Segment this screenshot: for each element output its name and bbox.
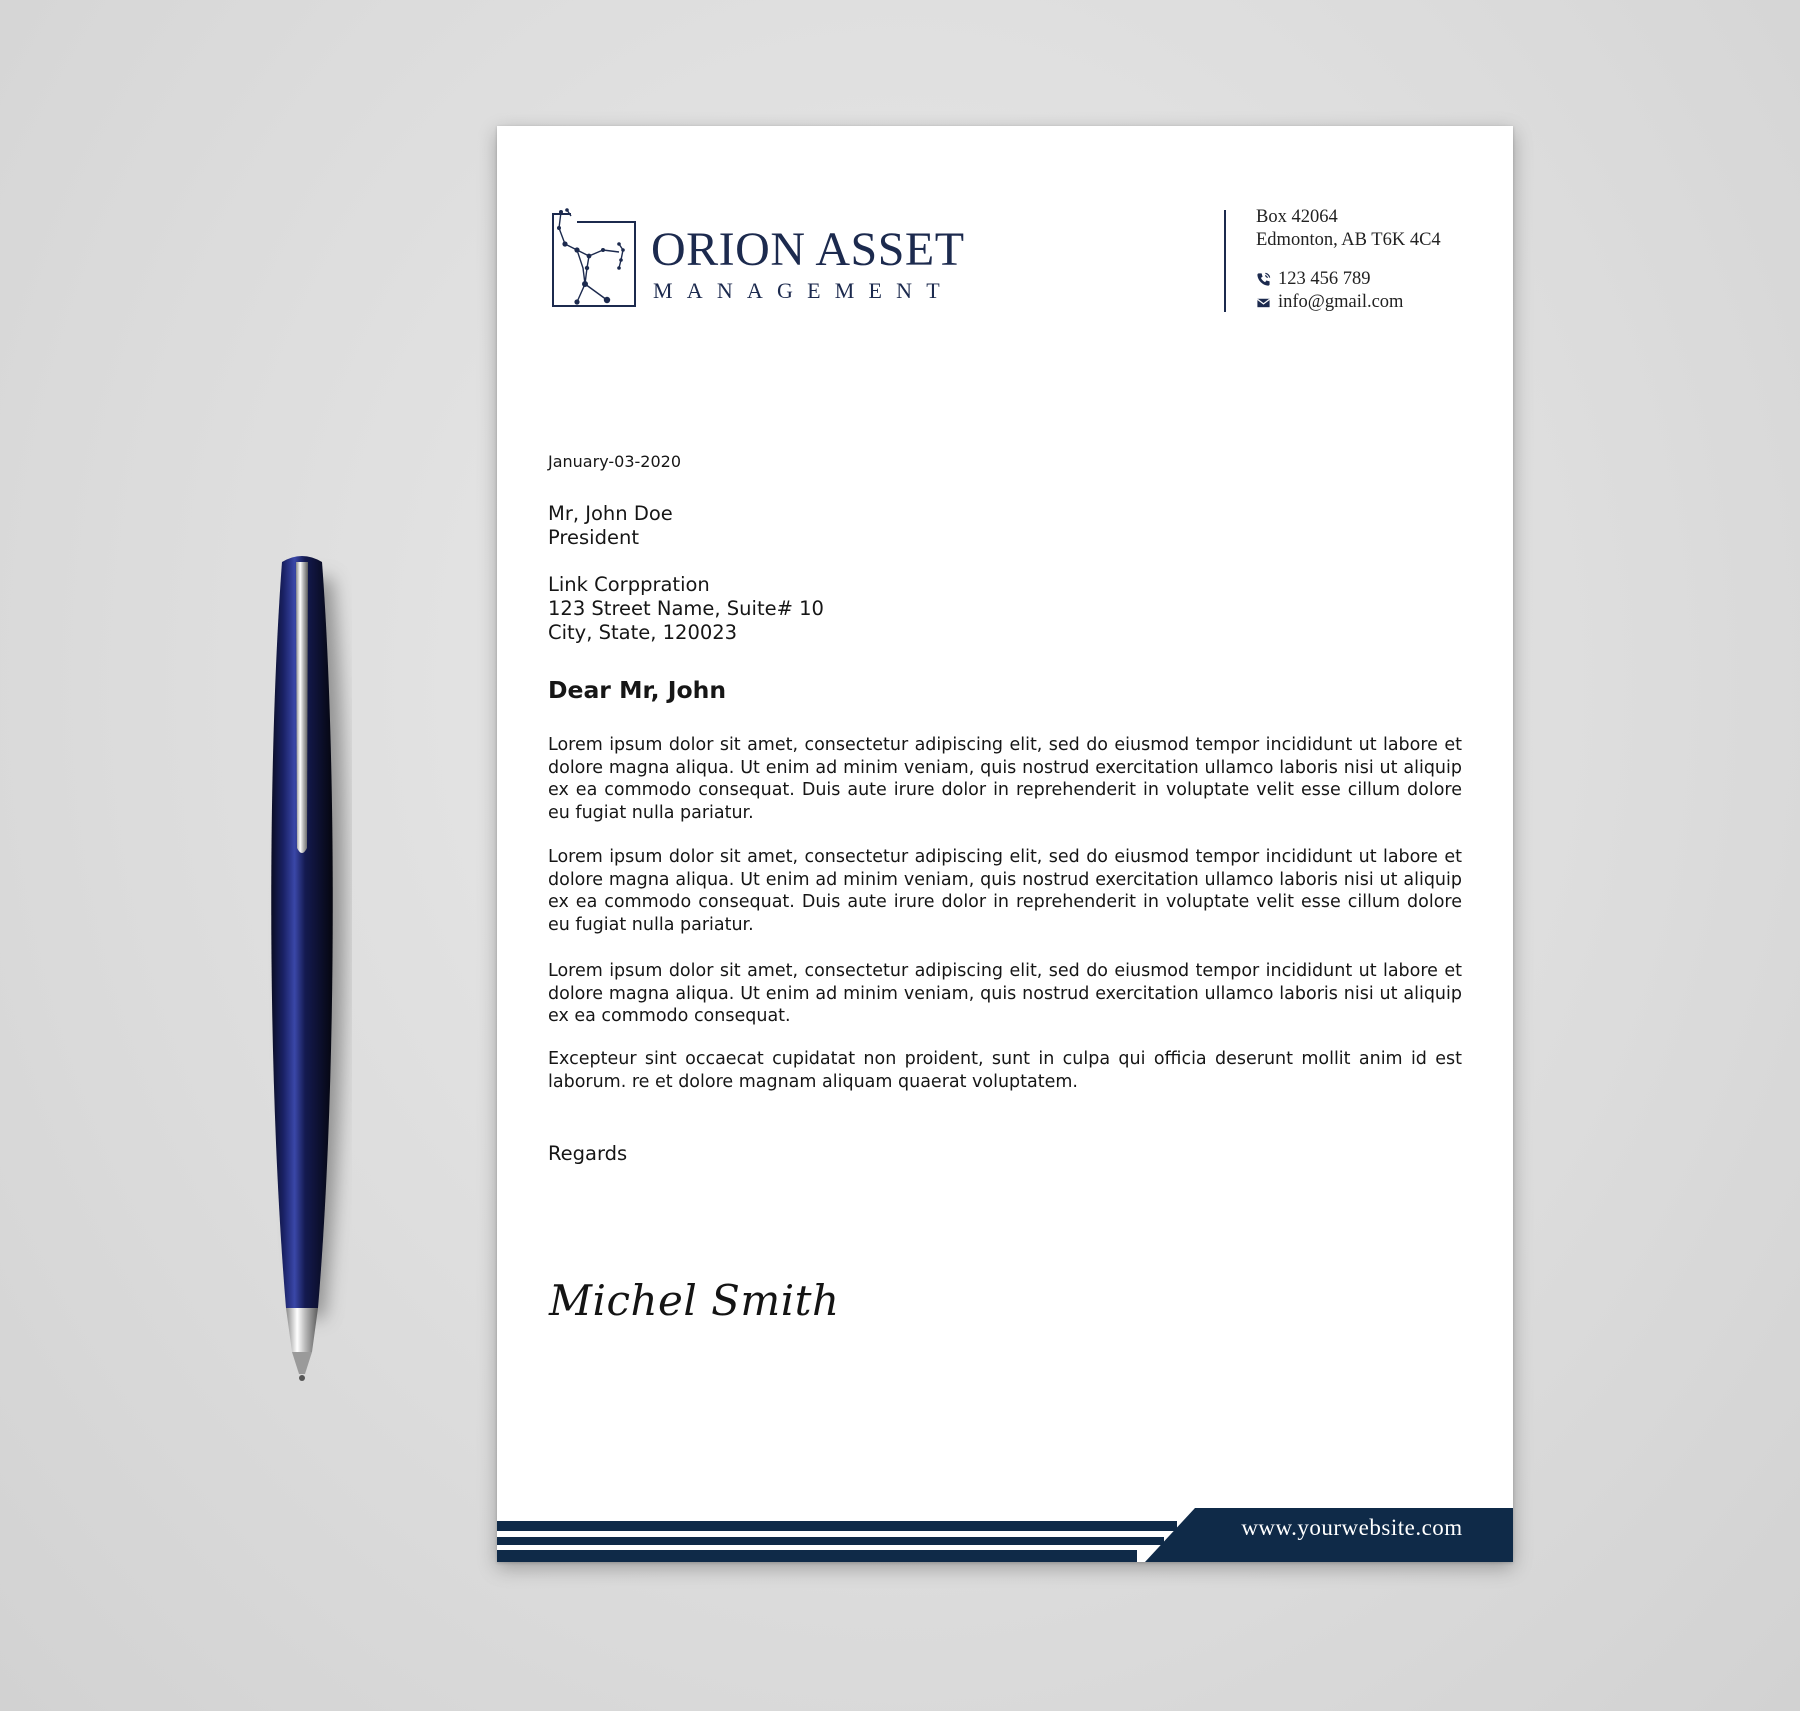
body-paragraph-3: Lorem ipsum dolor sit amet, consectetur adipiscing elit, sed do eiusmod tempor incididunt ut labore et dolore magna aliqua. Ut enim ad minim veniam, quis nostrud exercitation ullamco laboris nisi ut aliquip ex ea commodo consequat. [548,961,1462,1026]
company-street: 123 Street Name, Suite# 10 [548,597,824,620]
salutation: Dear Mr, John [548,676,727,704]
address-line-1: Box 42064 [1256,207,1338,227]
email-address[interactable]: info@gmail.com [1278,292,1404,312]
orion-constellation-icon [547,206,639,310]
recipient-block [548,502,1462,550]
body-paragraph-2: Lorem ipsum dolor sit amet, consectetur adipiscing elit, sed do eiusmod tempor incididunt ut labore et dolore magna aliqua. Ut enim ad minim veniam, quis nostrud exercitation ullamco laboris nisi ut aliquip ex ea commodo consequat. Duis aute irure dolor in reprehenderit in voluptate velit esse cillum dolore eu fugiat nulla pariatur. [548,847,1462,935]
contact-divider [1224,210,1226,312]
company-city: City, State, 120023 [548,621,738,644]
body-paragraph-1: Lorem ipsum dolor sit amet, consectetur adipiscing elit, sed do eiusmod tempor incididunt ut labore et dolore magna aliqua. Ut enim ad minim veniam, quis nostrud exercitation ullamco laboris nisi ut aliquip ex ea commodo consequat. Duis aute irure dolor in reprehenderit in voluptate velit esse cillum dolore eu fugiat nulla pariatur. [548,735,1462,823]
brand-name: ORION ASSET [651,223,965,276]
company-name: Link Corppration [548,573,710,596]
website-link[interactable]: www.yourwebsite.com [1241,1515,1463,1540]
recipient-title: President [548,526,639,549]
envelope-icon [1256,295,1271,310]
brand-subtitle: MANAGEMENT [653,278,954,303]
recipient-name: Mr, John Doe [548,502,673,525]
contact-block [1256,206,1441,314]
letter-date: January-03-2020 [548,452,681,471]
address-line-2: Edmonton, AB T6K 4C4 [1256,230,1441,250]
body-paragraph-4: Excepteur sint occaecat cupidatat non proident, sunt in culpa qui officia deserunt mollit anim id est laborum. re et dolore magnam aliquam quaerat voluptatem. [548,1049,1462,1092]
phone-icon [1256,272,1271,287]
closing: Regards [548,1142,628,1165]
company-address-block [548,573,1462,645]
phone-number[interactable]: 123 456 789 [1278,269,1371,289]
ballpoint-pen-icon [262,548,352,1393]
signature: Michel Smith [549,1276,840,1325]
letterhead-sheet [497,126,1513,1562]
